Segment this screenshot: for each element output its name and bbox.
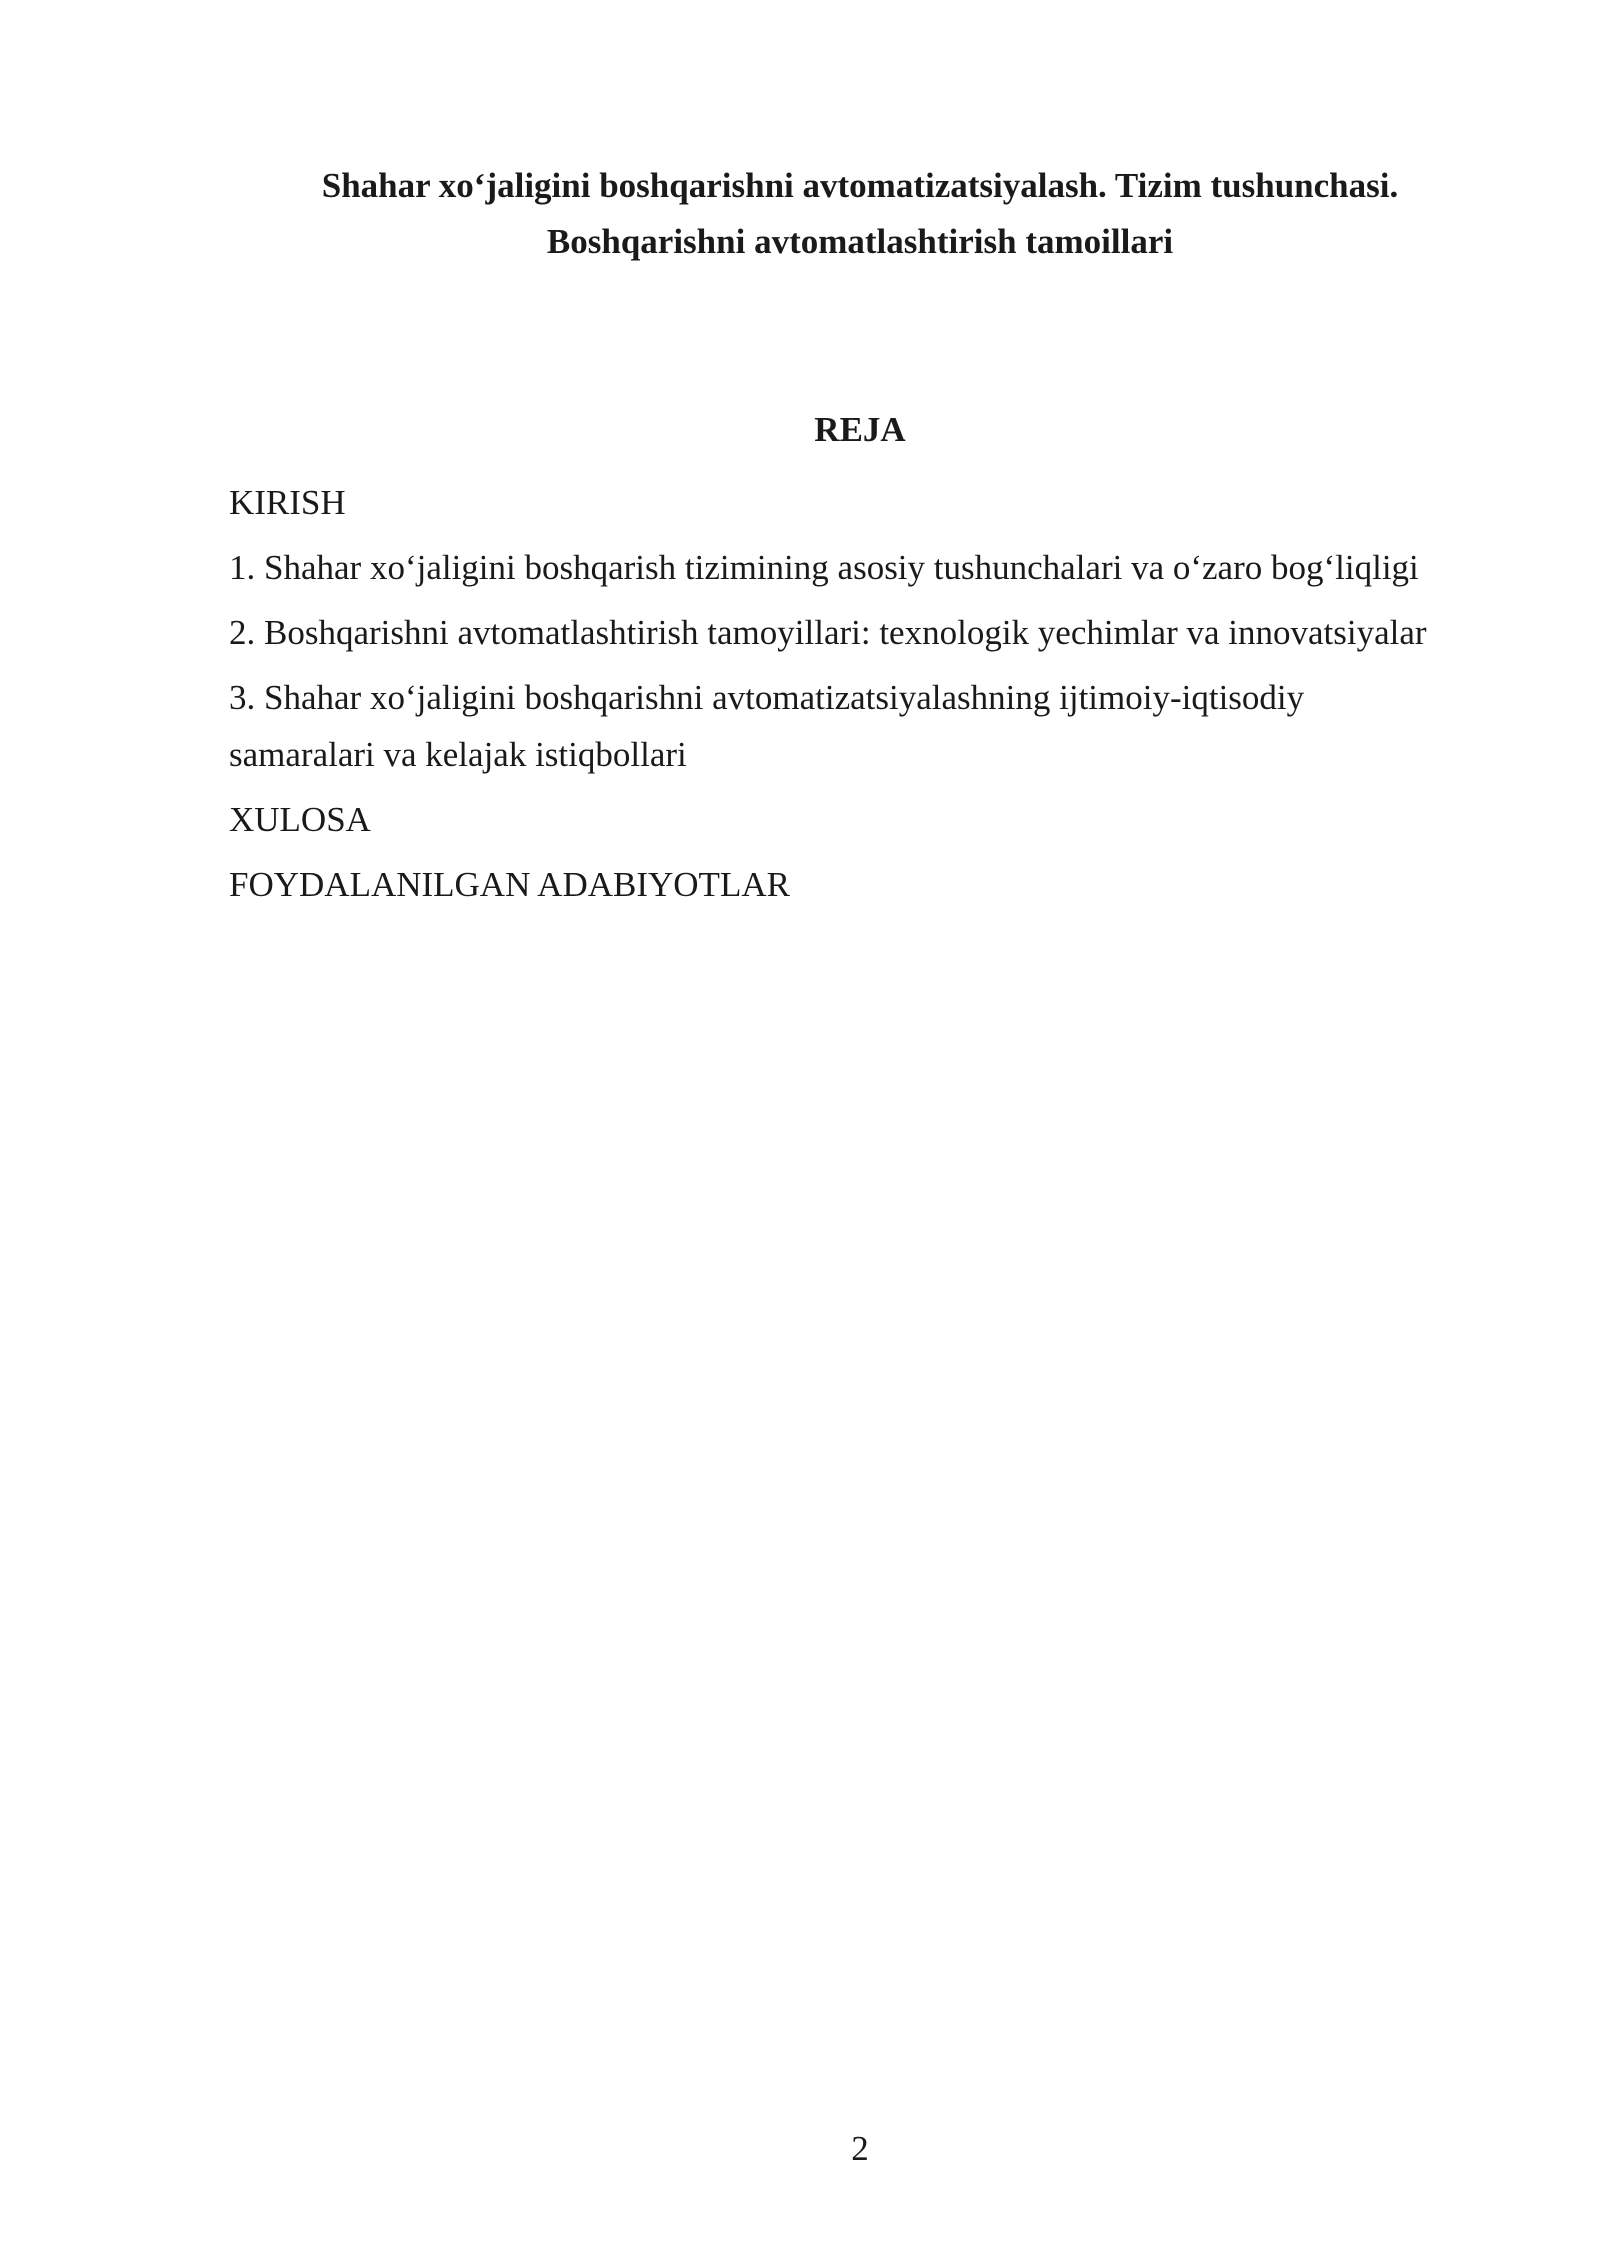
plan-item-2: 2. Boshqarishni avtomatlashtirish tamoyillari: texnologik yechimlar va innovatsiyalar xyxy=(229,613,1427,652)
plan-item-3: 3. Shahar xo‘jaligini boshqarishni avtomatizatsiyalashning ijtimoiy-iqtisodiy samaralari va kelajak istiqbollari xyxy=(229,678,1305,774)
document-title-line-2: Boshqarishni avtomatlashtirish tamoillari xyxy=(546,222,1174,261)
page-number: 2 xyxy=(851,2129,869,2168)
plan-heading: REJA xyxy=(814,410,906,449)
plan-item-introduction: KIRISH xyxy=(229,483,346,522)
document-title xyxy=(230,158,1490,270)
plan-item-1: 1. Shahar xo‘jaligini boshqarish tizimining asosiy tushunchalari va o‘zaro bog‘liqligi xyxy=(229,548,1419,587)
plan-item-conclusion: XULOSA xyxy=(229,800,371,839)
document-title-line-1: Shahar xo‘jaligini boshqarishni avtomatizatsiyalash. Tizim tushunchasi. xyxy=(321,166,1399,205)
plan-item-references: FOYDALANILGAN ADABIYOTLAR xyxy=(229,865,790,904)
plan-list xyxy=(229,474,1429,921)
